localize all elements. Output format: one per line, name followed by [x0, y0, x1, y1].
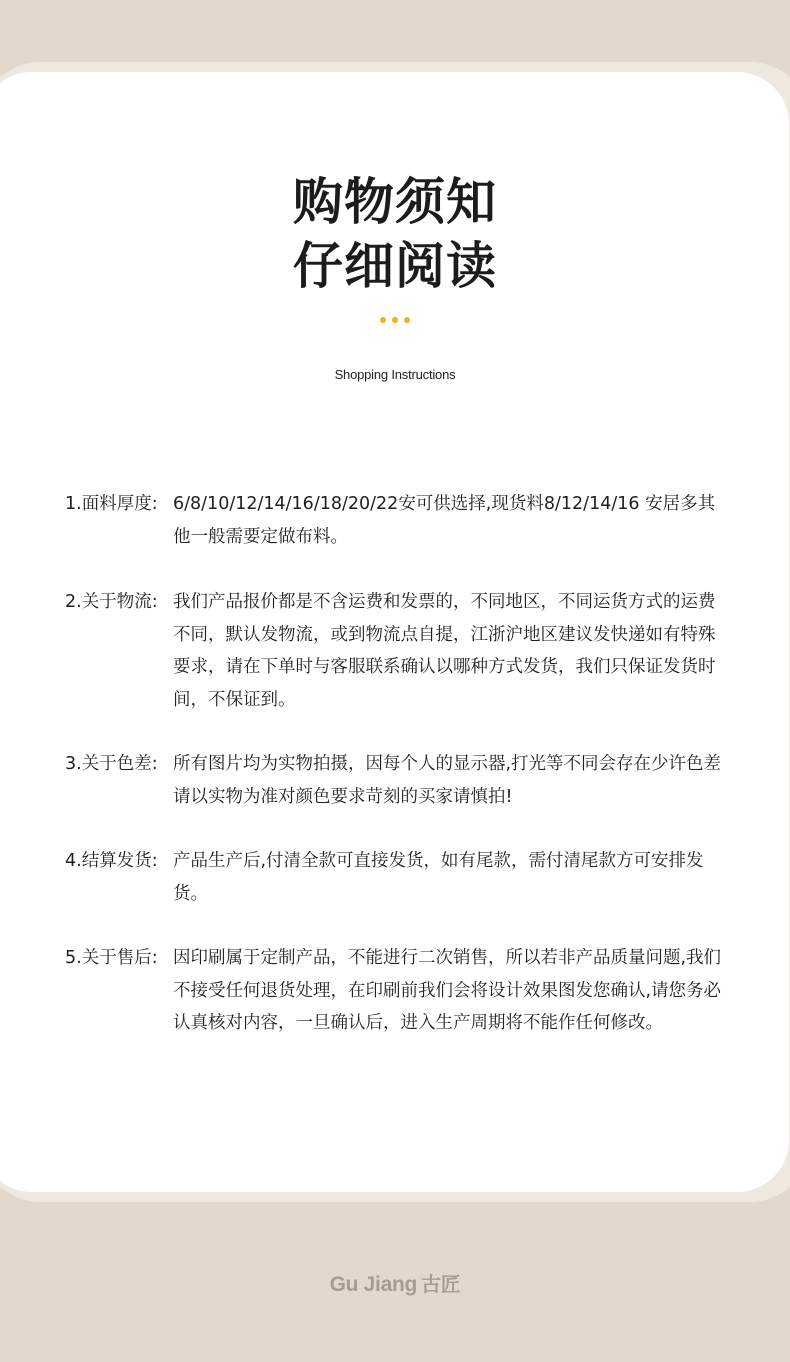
instruction-item-payment-shipping — [65, 845, 735, 910]
instruction-item-after-sales — [65, 942, 735, 1040]
dot-icon — [380, 317, 386, 323]
page-subtitle: Shopping Instructions — [334, 367, 456, 382]
instruction-text: 产品生产后,付清全款可直接发货，如有尾款，需付清尾款方可安排发货。 — [173, 851, 704, 904]
page-title-line1: 购物须知 — [293, 173, 497, 231]
brand-name-en: Gu Jiang — [329, 1273, 418, 1296]
instruction-label: 5.关于售后: — [65, 948, 158, 968]
instruction-text: 因印刷属于定制产品，不能进行二次销售，所以若非产品质量问题,我们不接受任何退货处理，在印刷前我们会将设计效果图发您确认,请您务必认真核对内容，一旦确认后，进入生产周期将不能作任何修改。 — [173, 948, 722, 1033]
instruction-label: 1.面料厚度: — [65, 494, 158, 514]
instruction-label: 2.关于物流: — [65, 592, 158, 612]
instruction-text: 6/8/10/12/14/16/18/20/22安可供选择,现货料8/12/14/16 安居多其他一般需要定做布料。 — [173, 494, 716, 547]
instruction-text: 所有图片均为实物拍摄，因每个人的显示器,打光等不同会存在少许色差请以实物为准对颜色要求苛刻的买家请慎拍! — [173, 754, 722, 807]
instruction-label: 3.关于色差: — [65, 754, 158, 774]
instructions-list — [65, 488, 735, 1040]
instruction-item-logistics — [65, 586, 735, 716]
dot-icon — [404, 317, 410, 323]
decorative-dots — [380, 317, 410, 325]
instruction-label: 4.结算发货: — [65, 851, 158, 871]
brand-name-cn: 古匠 — [421, 1272, 461, 1296]
dot-icon — [392, 317, 398, 323]
instruction-text: 我们产品报价都是不含运费和发票的，不同地区，不同运货方式的运费不同，默认发物流，或到物流点自提，江浙沪地区建议发快递如有特殊要求，请在下单时与客服联系确认以哪种方式发货，我们只保证发货时间，不保证到。 — [173, 592, 716, 710]
page-title-line2: 仔细阅读 — [293, 237, 497, 295]
instruction-item-fabric-thickness — [65, 488, 735, 553]
instruction-item-color-difference — [65, 748, 735, 813]
brand-logo — [0, 1268, 790, 1297]
